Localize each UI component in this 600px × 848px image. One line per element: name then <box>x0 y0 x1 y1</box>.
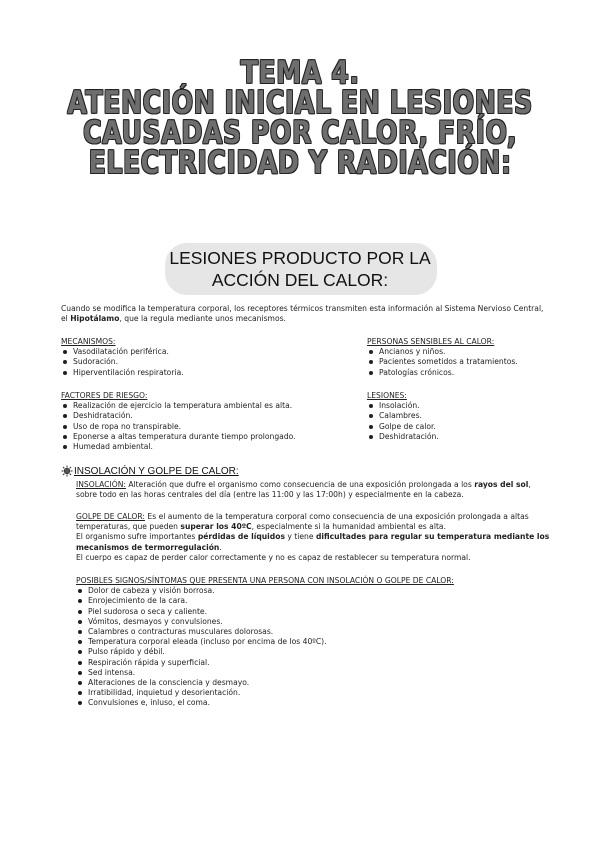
golpe-text: y tiene <box>284 532 316 542</box>
list-item: Respiración rápida y superficial. <box>76 658 454 668</box>
insolacion-line: sobre todo en las horas centrales del día (entre las 11:00 y las 17:00h) y especialmente en la cabeza. <box>76 490 464 500</box>
list-item: Sed intensa. <box>76 668 454 678</box>
list-item: Pulso rápido y débil. <box>76 647 454 657</box>
signos-block <box>76 576 454 709</box>
lesiones-list <box>367 401 439 442</box>
golpe-line <box>76 522 546 532</box>
intro-line <box>61 314 541 324</box>
list-item: Uso de ropa no transpirable. <box>61 422 296 432</box>
golpe-text: . <box>219 542 222 552</box>
banner-line: LESIONES PRODUCTO POR LA <box>169 248 431 268</box>
list-item: Piel sudorosa o seca y caliente. <box>76 607 454 617</box>
list-item: Deshidratación. <box>367 432 439 442</box>
list-item: Calambres o contracturas musculares dolorosas. <box>76 627 454 637</box>
insolacion-label: INSOLACIÓN: <box>76 480 126 489</box>
golpe-bold: pérdidas de líquidos <box>197 532 285 542</box>
golpe-label: GOLPE DE CALOR: <box>76 512 145 521</box>
list-item: Insolación. <box>367 401 439 411</box>
factores-heading: FACTORES DE RIESGO: <box>61 391 148 400</box>
intro-bold: Hipotálamo <box>70 314 120 324</box>
golpe-line <box>76 512 546 522</box>
list-item: Calambres. <box>367 411 439 421</box>
page-title <box>54 55 546 181</box>
list-item: Temperatura corporal eleada (incluso por encima de los 40ºC). <box>76 637 454 647</box>
signos-list <box>76 586 454 708</box>
golpe-bold: dificultades para regular su temperatura mediante los <box>315 532 550 542</box>
mecanismos-list <box>61 347 184 378</box>
intro-text: , que la regula mediante unos mecanismos. <box>119 314 286 324</box>
golpe-line <box>76 543 546 553</box>
banner-line: ACCIÓN DEL CALOR: <box>211 270 389 290</box>
lesiones-block <box>367 391 439 442</box>
list-item: Hiperventilación respiratoria. <box>61 368 184 378</box>
factores-list <box>61 401 296 452</box>
list-item: Alteraciones de la consciencia y desmayo. <box>76 678 454 688</box>
list-item: Vómitos, desmayos y convulsiones. <box>76 617 454 627</box>
lesiones-heading: LESIONES: <box>367 391 407 400</box>
list-item: Eponerse a altas temperatura durante tiempo prolongado. <box>61 432 296 442</box>
list-item: Golpe de calor. <box>367 422 439 432</box>
list-item: Irratibilidad, inquietud y desorientación. <box>76 688 454 698</box>
golpe-bold: mecanismos de termorregulación <box>76 542 220 552</box>
title-line: ATENCIÓN INICIAL EN LESIONES <box>67 85 533 121</box>
title-line: ELECTRICIDAD Y RADIACIÓN: <box>88 145 512 181</box>
list-item: Vasodilatación periférica. <box>61 347 184 357</box>
golpe-text: El organismo sufre importantes <box>76 532 198 542</box>
golpe-text: Es el aumento de la temperatura corporal como consecuencia de una exposición prolongada a altas <box>144 512 529 521</box>
personas-list <box>367 347 518 378</box>
golpe-line <box>76 532 550 542</box>
insolacion-text: , <box>528 480 531 489</box>
personas-block <box>367 337 518 378</box>
list-item: Sudoración. <box>61 357 184 367</box>
sun-icon <box>61 465 73 477</box>
insolacion-text: Alteración que dufre el organismo como consecuencia de una exposición prolongada a los <box>125 480 475 489</box>
mecanismos-block <box>61 337 184 378</box>
section-title: INSOLACIÓN Y GOLPE DE CALOR: <box>74 466 239 477</box>
signos-heading: POSIBLES SIGNOS/SÍNTOMAS QUE PRESENTA UNA PERSONA CON INSOLACIÓN O GOLPE DE CALOR: <box>76 576 454 585</box>
list-item: Pacientes sometidos a tratamientos. <box>367 357 518 367</box>
golpe-line: El cuerpo es capaz de perder calor correctamente y no es capaz de restablecer su temperatura normal. <box>76 552 471 562</box>
list-item: Dolor de cabeza y visión borrosa. <box>76 586 454 596</box>
insolacion-paragraph <box>76 480 546 500</box>
factores-block <box>61 391 296 452</box>
intro-paragraph <box>61 304 544 324</box>
golpe-text: , especialmente si la humanidad ambiental es alta. <box>251 522 446 532</box>
list-item: Realización de ejercicio la temperatura ambiental es alta. <box>61 401 296 411</box>
list-item: Patologías crónicos. <box>367 368 518 378</box>
golpe-text: temperaturas, que pueden <box>76 522 181 532</box>
intro-line: Cuando se modifica la temperatura corporal, los receptores térmicos transmiten esta información al Sistema Nervioso Central, <box>61 304 544 313</box>
mecanismos-heading: MECANISMOS: <box>61 337 116 346</box>
personas-heading: PERSONAS SENSIBLES AL CALOR: <box>367 337 495 346</box>
title-line: TEMA 4. <box>240 55 360 91</box>
insolacion-line <box>76 480 546 490</box>
golpe-paragraph <box>76 512 550 563</box>
list-item: Humedad ambiental. <box>61 442 296 452</box>
intro-text: el <box>61 314 71 324</box>
list-item: Enrojecimiento de la cara. <box>76 596 454 606</box>
list-item: Convulsiones e, inluso, el coma. <box>76 698 454 708</box>
golpe-bold: superar los 40ºC <box>180 522 252 532</box>
list-item: Deshidratación. <box>61 411 296 421</box>
title-line: CAUSADAS POR CALOR, FRÍO, <box>83 115 517 151</box>
section-banner <box>150 247 450 291</box>
list-item: Ancianos y niños. <box>367 347 518 357</box>
insolacion-bold: rayos del sol <box>474 480 529 489</box>
